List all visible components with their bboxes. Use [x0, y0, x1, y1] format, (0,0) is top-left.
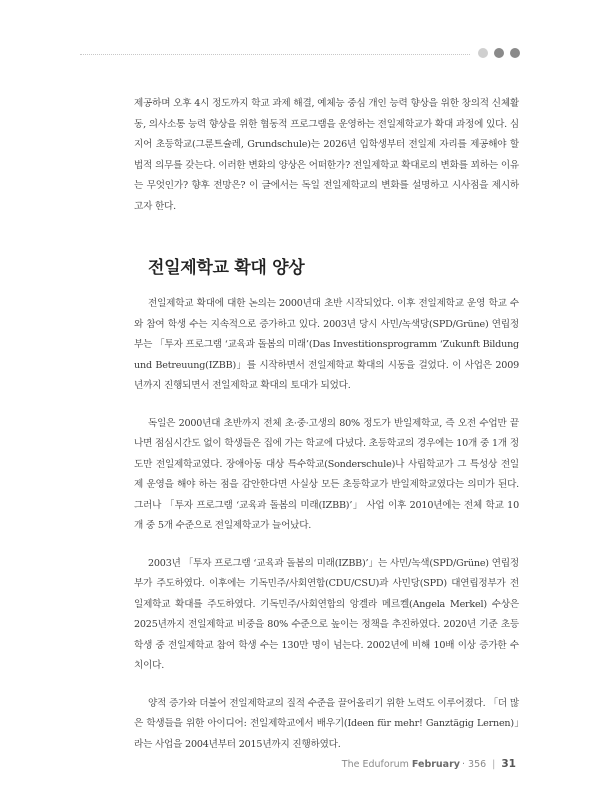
- decorative-dot-icon: [478, 48, 488, 58]
- section-heading: 전일제학교 확대 양상: [148, 258, 305, 278]
- footer-separator: |: [492, 758, 496, 770]
- issue-month: February: [411, 758, 460, 770]
- decorative-dot-icon: [494, 48, 504, 58]
- intro-paragraph: 제공하며 오후 4시 정도까지 학교 과제 해결, 예체능 중심 개인 능력 향상을 위한 창의적 신체활동, 의사소통 능력 향상을 위한 협동적 프로그램을 운영하는 전일제학교가 확대 과정에 있다. 심지어 초등학교(그룬트슐레, Grundschule)는 2026년 입학생부터 전일제 자리를 제공해야 할 법적 의무를 갖는다. 이러한 변화의 양상은 어떠한가? 전일제학교 확대로의 변화를 꾀하는 이유는 무엇인가? 향후 전망은? 이 글에서는 독일 전일제학교의 변화를 설명하고 시사점을 제시하고자 한다.: [134, 98, 519, 212]
- header-dots: [478, 48, 520, 58]
- body-paragraph: 2003년 「투자 프로그램 ‘교육과 돌봄의 미래(IZBB)’」는 사민/녹색(SPD/Grüne) 연립정부가 주도하였다. 이후에는 기독민주/사회연합(CDU/CSU)과 사민당(SPD) 대연립정부가 전일제학교 확대를 주도하였다. 기독민주/사회연합의 앙겔라 메르켈(Angela Merkel) 수상은 2025년까지 전일제학교 비중을 80% 수준으로 높이는 정책을 추진하였다. 2020년 기준 초등학생 중 전일제학교 참여 학생 수는 130만 명이 넘는다. 2002년에 비해 10배 이상 증가한 수치이다.: [134, 557, 519, 671]
- page-number: 31: [501, 758, 516, 770]
- article-body: [134, 94, 519, 772]
- decorative-dot-icon: [510, 48, 520, 58]
- body-paragraph: 독일은 2000년대 초반까지 전체 초·중·고생의 80% 정도가 반일제학교, 즉 오전 수업만 끝나면 점심시간도 없이 학생들은 집에 가는 학교에 다녔다. 초등학교의 경우에는 10개 중 1개 정도만 전일제학교였다. 장애아동 대상 특수학교(Sonderschule)나 사립학교가 그 특성상 전일제 운영을 해야 하는 점을 감안한다면 사실상 모든 초등학교가 반일제학교였다는 의미가 된다. 그러나 「투자 프로그램 ‘교육과 돌봄의 미래(IZBB)’」 사업 이후 2010년에는 전체 학교 10개 중 5개 수준으로 전일제학교가 늘어났다.: [134, 417, 519, 531]
- magazine-name: The Eduforum: [341, 758, 409, 770]
- body-paragraph: 전일제학교 확대에 대한 논의는 2000년대 초반 시작되었다. 이후 전일제학교 운영 학교 수와 참여 학생 수는 지속적으로 증가하고 있다. 2003년 당시 사민/녹색당(SPD/Grüne) 연립정부는 「투자 프로그램 ‘교육과 돌봄의 미래’(Das Investitionsprogramm ‘Zukunft Bildung und Betreuung(IZBB)」를 시작하면서 전일제학교 확대의 시동을 걸었다. 이 사업은 2009년까지 진행되면서 전일제학교 확대의 토대가 되었다.: [134, 298, 519, 391]
- header-rule: [80, 54, 470, 55]
- page-footer: [342, 758, 516, 770]
- body-paragraph: 양적 증가와 더불어 전일제학교의 질적 수준을 끌어올리기 위한 노력도 이루어졌다. 「더 많은 학생들을 위한 아이디어: 전일제학교에서 배우기(Ideen für mehr! Ganztägig Lernen)」라는 사업을 2004년부터 2015년까지 진행하였다.: [134, 697, 519, 750]
- issue-number: · 356: [461, 758, 487, 770]
